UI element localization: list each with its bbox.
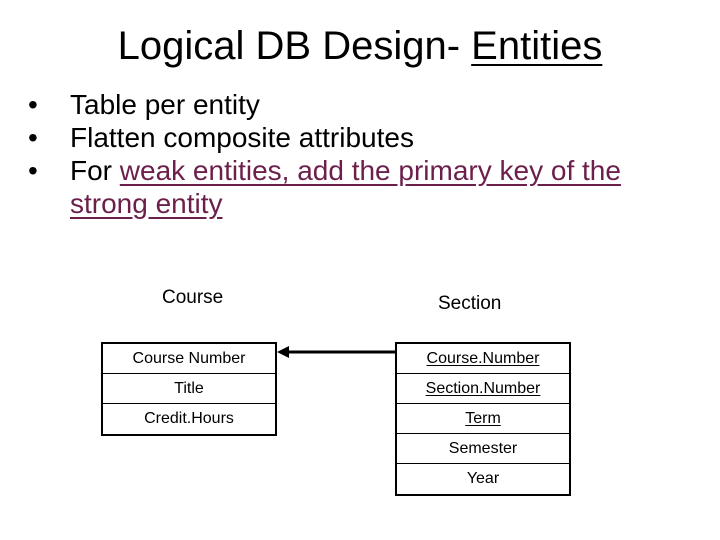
- title-cell: Title: [103, 374, 275, 404]
- arrow-head-icon: [277, 346, 289, 358]
- bullet-text-prefix: For: [70, 155, 120, 186]
- section-table-caption: Section: [438, 293, 502, 314]
- bullet-marker: •: [28, 89, 38, 120]
- credit-hours-cell: Credit.Hours: [144, 410, 234, 427]
- term-cell: Term: [397, 404, 569, 434]
- course-number-cell: Course Number: [103, 344, 275, 374]
- course-table: [101, 342, 277, 436]
- slide-title: [0, 20, 720, 72]
- course-table-caption: Course: [162, 287, 224, 308]
- semester-cell: Semester: [397, 434, 569, 464]
- course-number-fk-cell: Course.Number: [397, 344, 569, 374]
- section-table: [395, 342, 571, 496]
- title-text: Logical DB Design-: [117, 24, 472, 68]
- title-underlined-text: Entities: [471, 24, 603, 68]
- bullet-item: [28, 88, 688, 121]
- weak-entity-link[interactable]: weak entities, add the primary key of the strong entity: [70, 155, 621, 219]
- section-number-cell: Section.Number: [397, 374, 569, 404]
- bullet-item: [28, 154, 688, 220]
- bullet-marker: •: [28, 155, 38, 186]
- bullet-text: Table per entity: [70, 89, 260, 120]
- year-cell: Year: [466, 470, 500, 487]
- bullet-list: [28, 88, 688, 220]
- foreign-key-arrow: [270, 340, 405, 364]
- bullet-text: Flatten composite attributes: [70, 122, 414, 153]
- bullet-item: [28, 121, 688, 154]
- bullet-marker: •: [28, 122, 38, 153]
